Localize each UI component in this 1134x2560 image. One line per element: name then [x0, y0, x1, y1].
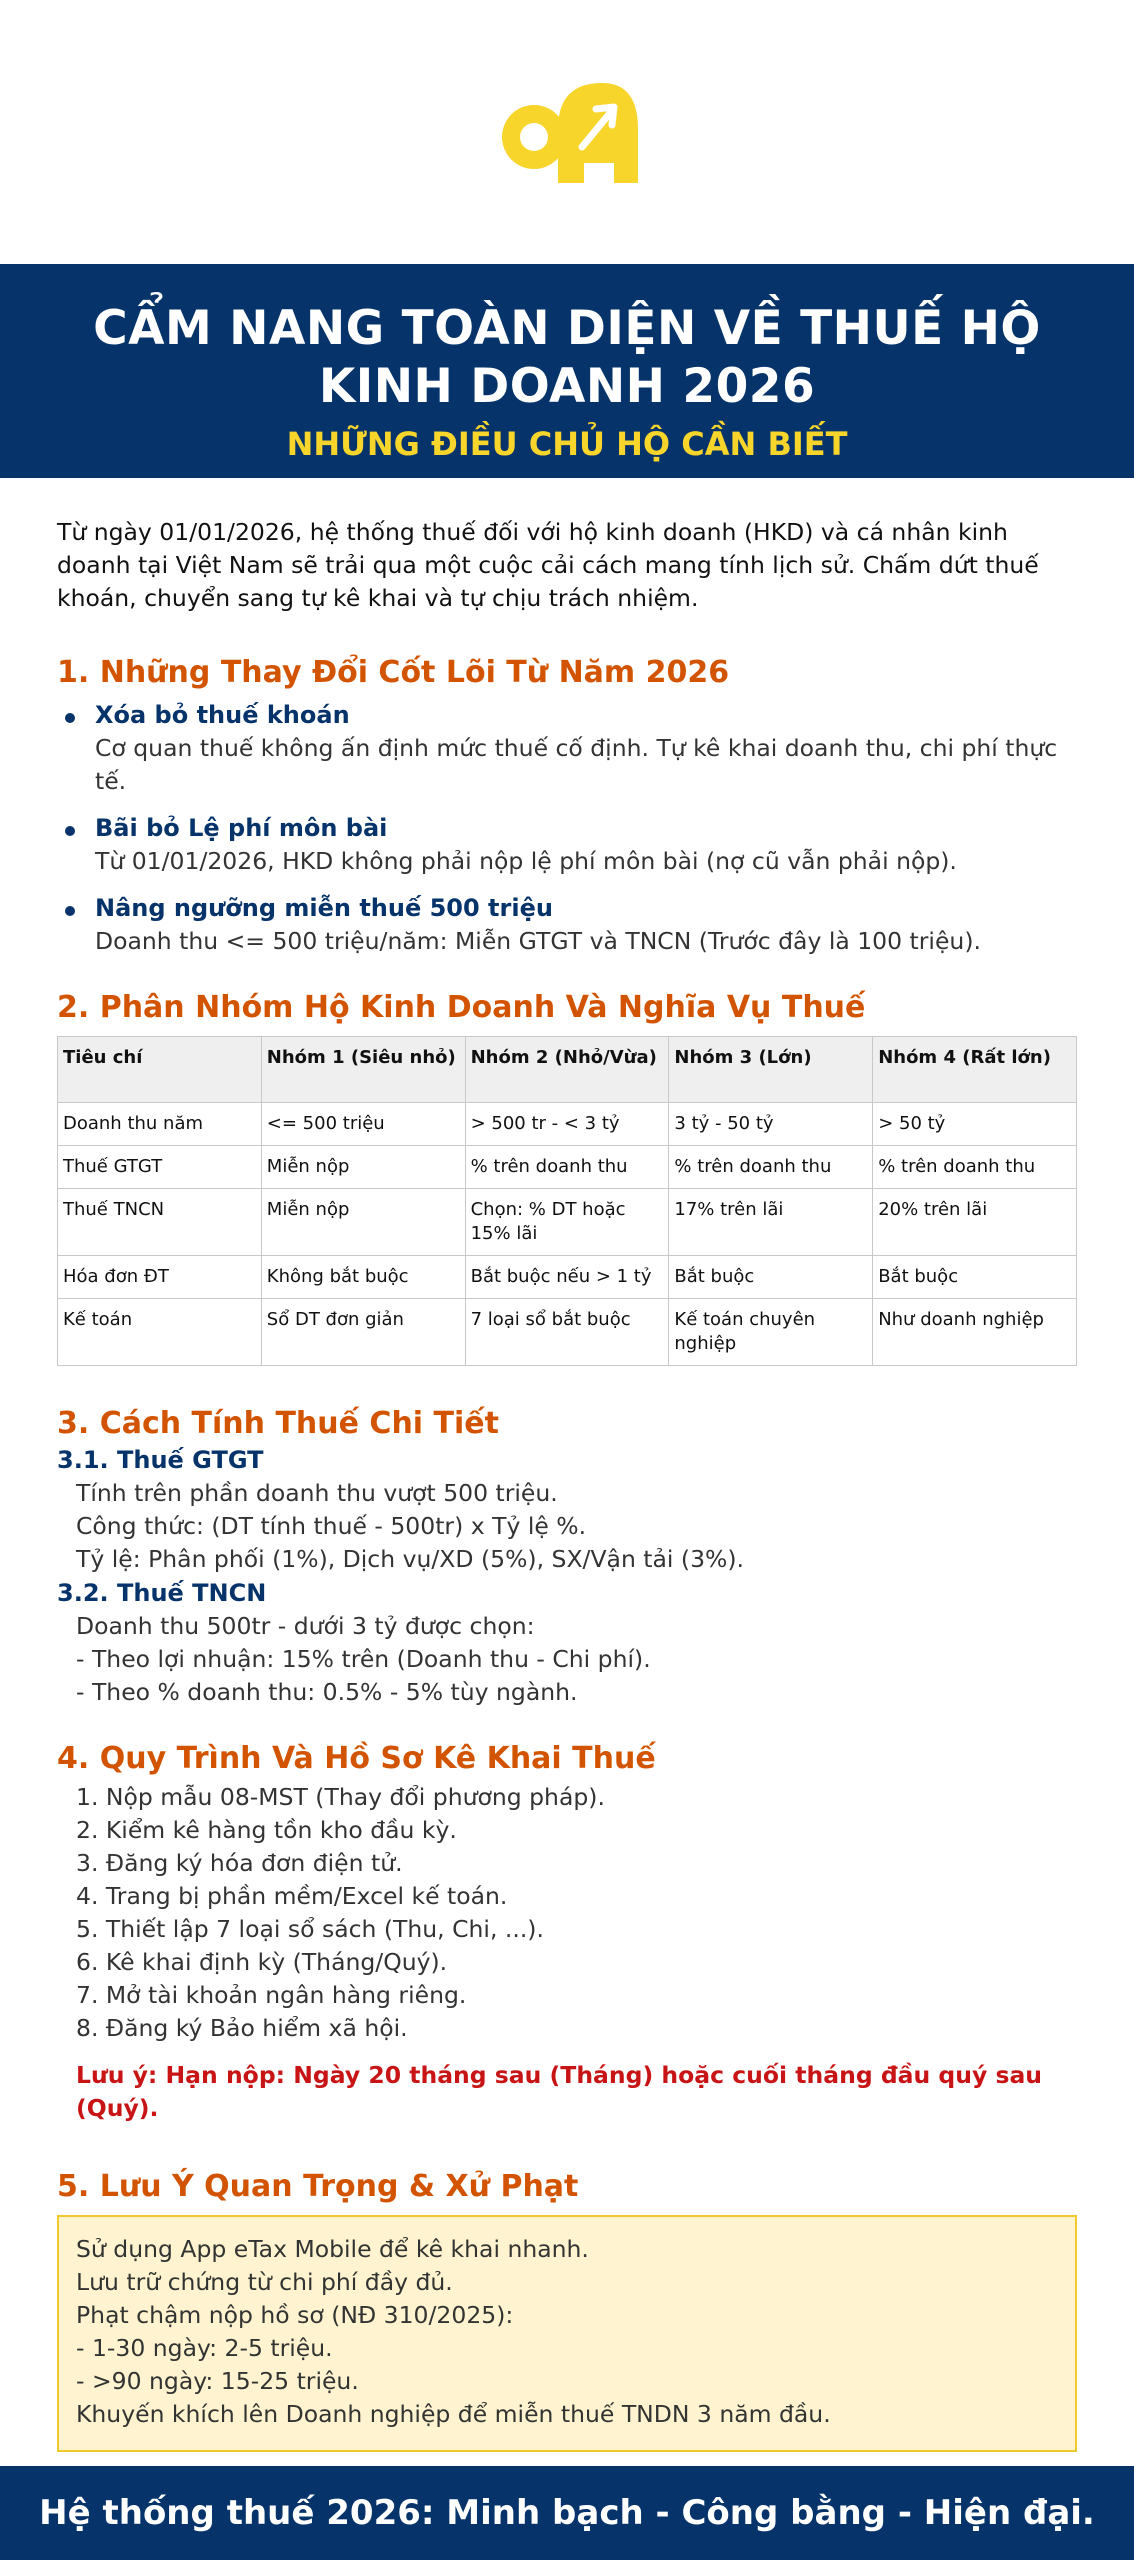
- list-item-text: Doanh thu <= 500 triệu/năm: Miễn GTGT và TNCN (Trước đây là 100 triệu).: [95, 927, 981, 955]
- deadline-note: Lưu ý: Hạn nộp: Ngày 20 tháng sau (Tháng) hoặc cuối tháng đầu quý sau (Quý).: [76, 2061, 1043, 2122]
- list-item: 4. Trang bị phần mềm/Excel kế toán.: [76, 1882, 508, 1910]
- text-line: Tỷ lệ: Phân phối (1%), Dịch vụ/XD (5%), SX/Vận tải (3%).: [76, 1545, 745, 1573]
- table-cell: 20% trên lãi: [873, 1189, 1077, 1256]
- section-3-title: 3. Cách Tính Thuế Chi Tiết: [57, 1406, 499, 1441]
- table-cell: % trên doanh thu: [873, 1146, 1077, 1189]
- header-banner: [0, 264, 1134, 478]
- table-header-cell: Nhóm 1 (Siêu nhỏ): [261, 1037, 465, 1103]
- table-cell: Sổ DT đơn giản: [261, 1299, 465, 1366]
- text-line: - >90 ngày: 15-25 triệu.: [76, 2367, 359, 2395]
- table-cell: Bắt buộc: [873, 1256, 1077, 1299]
- table-cell: Miễn nộp: [261, 1189, 465, 1256]
- list-item: [57, 699, 1077, 798]
- text-line: Khuyến khích lên Doanh nghiệp để miễn thuế TNDN 3 năm đầu.: [76, 2400, 831, 2428]
- table-cell: Bắt buộc nếu > 1 tỷ: [465, 1256, 669, 1299]
- list-item-heading: Nâng ngưỡng miễn thuế 500 triệu: [95, 894, 553, 922]
- section-5-title: 5. Lưu Ý Quan Trọng & Xử Phạt: [57, 2169, 579, 2204]
- list-item: 6. Kê khai định kỳ (Tháng/Quý).: [76, 1948, 448, 1976]
- table-row: [58, 1189, 1077, 1256]
- table-row: [58, 1146, 1077, 1189]
- page-title-line-2: KINH DOANH 2026: [318, 359, 816, 414]
- text-line: Tính trên phần doanh thu vượt 500 triệu.: [76, 1479, 558, 1507]
- list-item: 7. Mở tài khoản ngân hàng riêng.: [76, 1981, 467, 2009]
- table-cell: % trên doanh thu: [669, 1146, 873, 1189]
- table-cell: Chọn: % DT hoặc 15% lãi: [465, 1189, 669, 1256]
- table-cell: Miễn nộp: [261, 1146, 465, 1189]
- list-item: 5. Thiết lập 7 loại sổ sách (Thu, Chi, ...).: [76, 1915, 544, 1943]
- penalty-callout-box: [57, 2215, 1077, 2452]
- oa-logo-icon: [492, 77, 642, 187]
- table-cell: Không bắt buộc: [261, 1256, 465, 1299]
- tax-group-table: [57, 1036, 1077, 1366]
- section-1-title: 1. Những Thay Đổi Cốt Lõi Từ Năm 2026: [57, 655, 730, 690]
- table-cell: Thuế TNCN: [58, 1189, 262, 1256]
- footer-slogan: Hệ thống thuế 2026: Minh bạch - Công bằng - Hiện đại.: [39, 2493, 1095, 2533]
- page-title-line-1: CẨM NANG TOÀN DIỆN VỀ THUẾ HỘ: [93, 301, 1041, 356]
- table-header-cell: Nhóm 4 (Rất lớn): [873, 1037, 1077, 1103]
- section-4-title: 4. Quy Trình Và Hồ Sơ Kê Khai Thuế: [57, 1741, 656, 1776]
- subsection-tncn-body: [57, 1610, 1077, 1709]
- table-cell: Hóa đơn ĐT: [58, 1256, 262, 1299]
- text-line: Doanh thu 500tr - dưới 3 tỷ được chọn:: [76, 1612, 535, 1640]
- list-item-text: Cơ quan thuế không ấn định mức thuế cố định. Tự kê khai doanh thu, chi phí thực tế.: [95, 734, 1058, 795]
- process-steps-list: [57, 1781, 1077, 2045]
- list-item: [57, 892, 1077, 958]
- subsection-gtgt-title: 3.1. Thuế GTGT: [57, 1446, 264, 1474]
- table-cell: <= 500 triệu: [261, 1103, 465, 1146]
- list-item: 2. Kiểm kê hàng tồn kho đầu kỳ.: [76, 1816, 457, 1844]
- footer-banner: [0, 2466, 1134, 2560]
- list-item-text: Từ 01/01/2026, HKD không phải nộp lệ phí môn bài (nợ cũ vẫn phải nộp).: [95, 847, 957, 875]
- table-row: [58, 1299, 1077, 1366]
- list-item-heading: Xóa bỏ thuế khoán: [95, 701, 350, 729]
- table-header-row: [58, 1037, 1077, 1103]
- subsection-tncn-title: 3.2. Thuế TNCN: [57, 1579, 267, 1607]
- text-line: Phạt chậm nộp hồ sơ (NĐ 310/2025):: [76, 2301, 514, 2329]
- section-1-list: [57, 699, 1077, 958]
- list-item: 1. Nộp mẫu 08-MST (Thay đổi phương pháp).: [76, 1783, 605, 1811]
- text-line: Công thức: (DT tính thuế - 500tr) x Tỷ lệ %.: [76, 1512, 587, 1540]
- section-2-title: 2. Phân Nhóm Hộ Kinh Doanh Và Nghĩa Vụ Thuế: [57, 990, 866, 1025]
- list-item: 3. Đăng ký hóa đơn điện tử.: [76, 1849, 403, 1877]
- main-content: [0, 516, 1134, 2452]
- text-line: - 1-30 ngày: 2-5 triệu.: [76, 2334, 333, 2362]
- table-cell: Như doanh nghiệp: [873, 1299, 1077, 1366]
- text-line: Sử dụng App eTax Mobile để kê khai nhanh.: [76, 2235, 589, 2263]
- logo-area: [0, 0, 1134, 264]
- table-cell: Bắt buộc: [669, 1256, 873, 1299]
- table-header-cell: Tiêu chí: [58, 1037, 262, 1103]
- subsection-gtgt-body: [57, 1477, 1077, 1576]
- table-cell: Thuế GTGT: [58, 1146, 262, 1189]
- table-cell: > 50 tỷ: [873, 1103, 1077, 1146]
- intro-paragraph: Từ ngày 01/01/2026, hệ thống thuế đối với hộ kinh doanh (HKD) và cá nhân kinh doanh tại Việt Nam sẽ trải qua một cuộc cải cách mang tính lịch sử. Chấm dứt thuế khoán, chuyển sang tự kê khai và tự chịu trách nhiệm.: [57, 518, 1039, 612]
- table-cell: Kế toán chuyên nghiệp: [669, 1299, 873, 1366]
- list-item: [57, 812, 1077, 878]
- table-cell: 7 loại sổ bắt buộc: [465, 1299, 669, 1366]
- table-cell: Doanh thu năm: [58, 1103, 262, 1146]
- table-header-cell: Nhóm 3 (Lớn): [669, 1037, 873, 1103]
- table-cell: > 500 tr - < 3 tỷ: [465, 1103, 669, 1146]
- list-item: 8. Đăng ký Bảo hiểm xã hội.: [76, 2014, 408, 2042]
- table-header-cell: Nhóm 2 (Nhỏ/Vừa): [465, 1037, 669, 1103]
- page-subtitle: NHỮNG ĐIỀU CHỦ HỘ CẦN BIẾT: [286, 425, 848, 463]
- table-cell: 17% trên lãi: [669, 1189, 873, 1256]
- text-line: - Theo lợi nhuận: 15% trên (Doanh thu - Chi phí).: [76, 1645, 651, 1673]
- text-line: Lưu trữ chứng từ chi phí đầy đủ.: [76, 2268, 453, 2296]
- table-cell: % trên doanh thu: [465, 1146, 669, 1189]
- table-row: [58, 1256, 1077, 1299]
- table-cell: 3 tỷ - 50 tỷ: [669, 1103, 873, 1146]
- table-cell: Kế toán: [58, 1299, 262, 1366]
- list-item-heading: Bãi bỏ Lệ phí môn bài: [95, 814, 388, 842]
- table-row: [58, 1103, 1077, 1146]
- text-line: - Theo % doanh thu: 0.5% - 5% tùy ngành.: [76, 1678, 578, 1706]
